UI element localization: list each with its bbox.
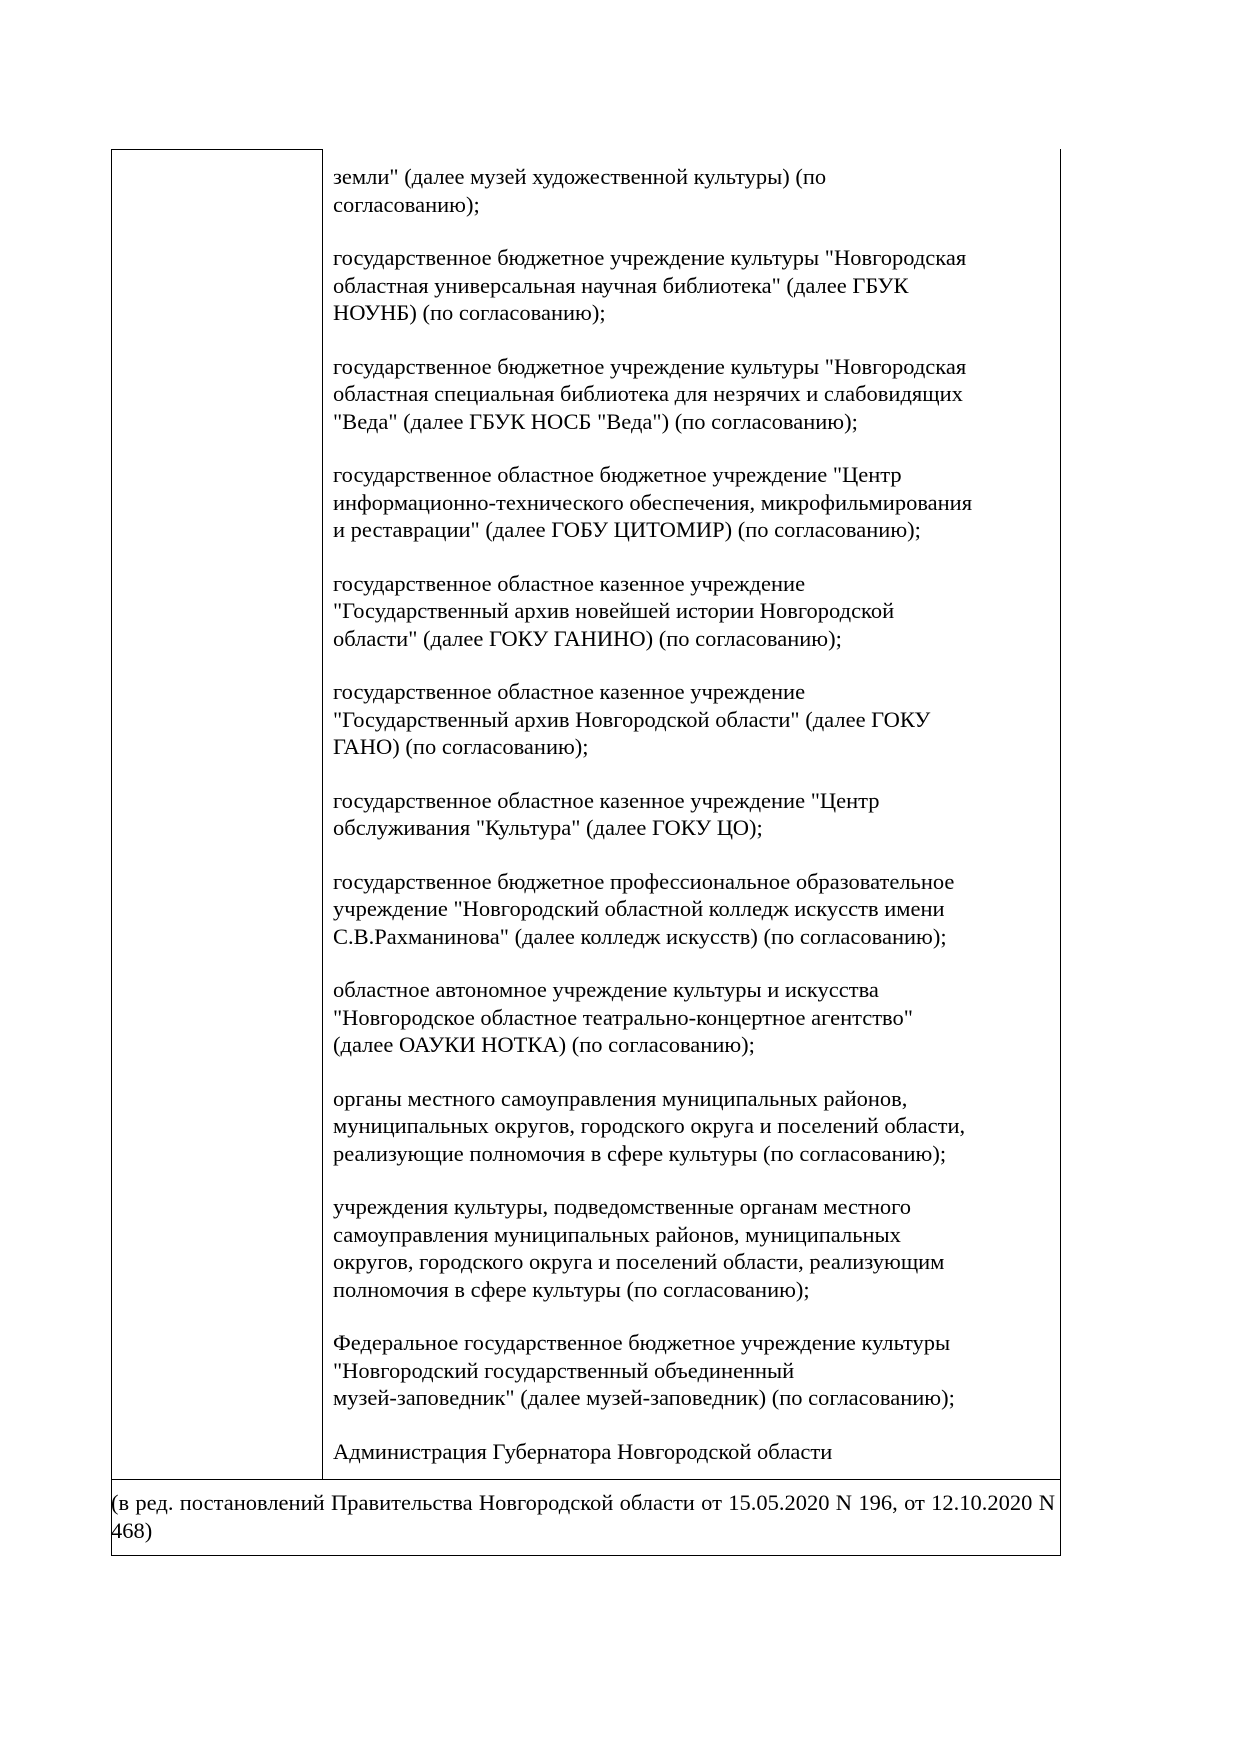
- list-item: областное автономное учреждение культуры и искусства "Новгородское областное театрально-концертное агентство" (далее ОАУКИ НОТКА) (по согласованию);: [333, 977, 913, 1057]
- list-item: государственное областное казенное учреждение "Центр обслуживания "Культура" (далее ГОКУ ЦО);: [333, 787, 880, 840]
- list-item: Федеральное государственное бюджетное учреждение культуры "Новгородский государственный объединенный музей-заповедник" (далее музей-заповедник) (по согласованию);: [333, 1330, 955, 1410]
- list-item: государственное областное казенное учреждение "Государственный архив Новгородской области" (далее ГОКУ ГАНО) (по согласованию);: [333, 679, 931, 759]
- list-item: учреждения культуры, подведомственные органам местного самоуправления муниципальных районов, муниципальных округов, городского округа и поселений области, реализующим полномочия в сфере культуры (по согласованию);: [333, 1194, 945, 1302]
- list-item: государственное областное бюджетное учреждение "Центр информационно-технического обеспечения, микрофильмирования и реставрации" (далее ГОБУ ЦИТОМИР) (по согласованию);: [333, 462, 973, 542]
- table-column-divider: [322, 149, 323, 1479]
- table-top-border: [111, 149, 323, 150]
- list-item: государственное бюджетное учреждение культуры "Новгородская областная специальная библиотека для незрячих и слабовидящих "Веда" (далее ГБУК НОСБ "Веда") (по согласованию);: [333, 353, 967, 434]
- table-bottom-border: [111, 1555, 1061, 1556]
- list-item: земли" (далее музей художественной культуры) (по согласованию);: [333, 164, 827, 217]
- list-item: государственное областное казенное учреждение "Государственный архив новейшей истории Новгородской области" (далее ГОКУ ГАНИНО) (по согласованию);: [333, 570, 895, 651]
- amendment-note: (в ред. постановлений Правительства Новгородской области от 15.05.2020 N 196, от 12.10.2020 N 468): [111, 1490, 1055, 1543]
- list-item: государственное бюджетное учреждение культуры "Новгородская областная универсальная научная библиотека" (далее ГБУК НОУНБ) (по согласованию);: [333, 245, 967, 325]
- table-right-border: [1060, 149, 1061, 1556]
- participants-list: [333, 163, 1055, 1491]
- document-table: [111, 149, 1061, 1556]
- table-left-border: [111, 149, 112, 1556]
- list-item: Администрация Губернатора Новгородской области: [333, 1438, 833, 1464]
- list-item: государственное бюджетное профессиональное образовательное учреждение "Новгородский областной колледж искусств имени С.В.Рахманинова" (далее колледж искусств) (по согласованию);: [333, 868, 955, 949]
- list-item: органы местного самоуправления муниципальных районов, муниципальных округов, городского округа и поселений области, реализующие полномочия в сфере культуры (по согласованию);: [333, 1085, 966, 1166]
